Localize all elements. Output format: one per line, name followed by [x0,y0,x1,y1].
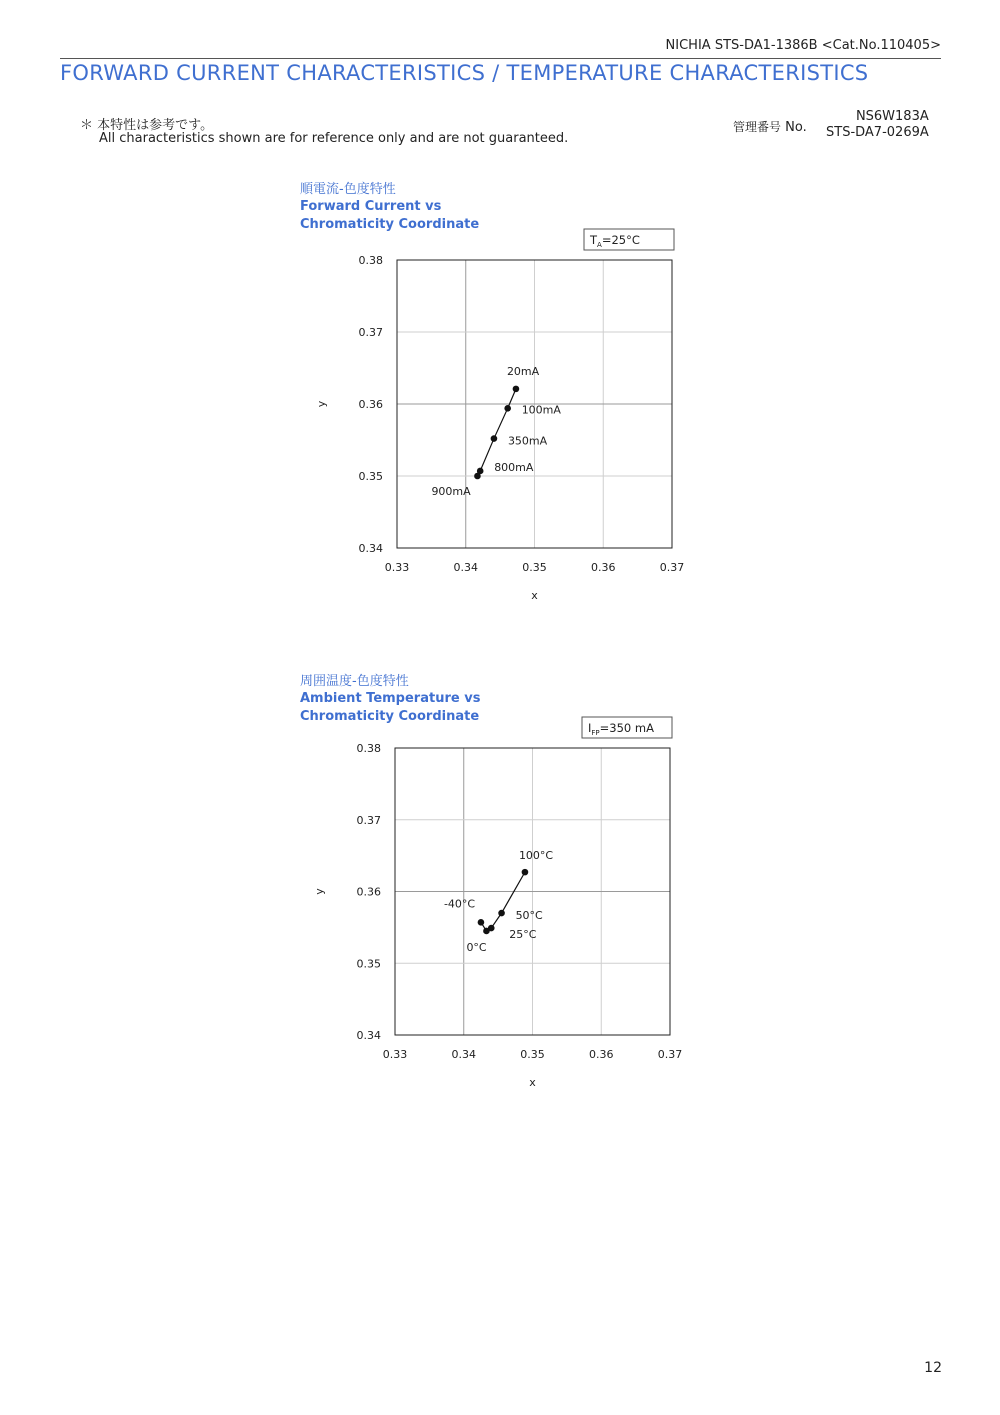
y-tick-label: 0.36 [358,398,383,411]
reference-note-en: All characteristics shown are for reference only and are not guaranteed. [99,131,569,146]
chart-title-line-1: Forward Current vs [300,199,442,214]
data-point-label: 100°C [518,849,554,863]
condition-label: $T_A=25^\circ C$ [590,233,640,249]
management-number-label-jp: 管理番号 [733,120,782,134]
x-tick-label: 0.37 [659,561,685,574]
chart-plot-ambient-temperature [300,708,720,1098]
y-tick-label: 0.35 [358,470,383,483]
chart-title-line-2: Chromaticity Coordinate [300,709,480,724]
management-code-model: NS6W183A [855,109,929,124]
y-tick-label: 0.37 [358,326,383,339]
management-code-spec: STS-DA7-0269A [826,125,929,140]
reference-note-jp: ＊ 本特性は参考です。 [80,118,214,133]
data-point-label: 900mA [431,485,471,498]
data-point [483,928,490,935]
y-axis-label: y [315,400,328,408]
data-point-label: 350mA [507,434,548,448]
y-tick-label: 0.38 [356,742,381,755]
y-axis-label: y [313,888,326,895]
data-point-label: -40°C [443,897,476,911]
series-line [481,872,525,931]
x-tick-label: 0.36 [591,561,616,574]
data-point-label: 50°C [515,909,543,923]
data-point [478,919,485,926]
data-point-label: 800mA [494,460,534,474]
management-number-label [733,118,807,135]
x-axis-label: x [531,589,538,602]
page-title: FORWARD CURRENT CHARACTERISTICS / TEMPERATURE CHARACTERISTICS [60,61,869,85]
document-reference: NICHIA STS-DA1-1386B <Cat.No.110405> [665,38,941,53]
x-tick-label: 0.33 [384,561,410,574]
y-tick-label: 0.38 [358,254,383,267]
data-point [498,910,505,917]
chart-title-line-2: Chromaticity Coordinate [300,217,480,232]
data-point [522,869,529,876]
x-tick-label: 0.37 [657,1048,683,1061]
chart-title-line-1: Ambient Temperature vs [300,691,481,706]
data-point [491,435,498,442]
header-rule [60,58,941,59]
x-axis-label: x [529,1076,536,1089]
data-point-label: 25°C [509,928,537,942]
data-point [474,473,481,480]
y-tick-label: 0.37 [356,813,381,827]
management-number-codes [826,109,929,141]
data-point [504,405,511,412]
x-tick-label: 0.34 [451,1048,476,1061]
y-tick-label: 0.36 [356,885,381,899]
data-point-label: 20mA [506,364,540,378]
x-tick-label: 0.36 [589,1048,614,1061]
condition-label: $I_{FP}=350$ mA [588,721,654,737]
x-tick-label: 0.35 [520,1048,545,1061]
y-tick-label: 0.35 [356,957,381,971]
data-point-label: 0°C [466,940,487,954]
x-tick-label: 0.35 [522,561,547,574]
y-tick-label: 0.34 [358,542,383,555]
x-tick-label: 0.34 [453,561,478,574]
page-number: 12 [924,1360,942,1376]
data-point [513,386,520,393]
x-tick-label: 0.33 [382,1048,408,1061]
chart-title-jp: 順電流-色度特性 [300,182,396,197]
management-number-label-no: No. [785,120,807,135]
chart-title-jp: 周囲温度-色度特性 [300,674,409,689]
y-tick-label: 0.34 [356,1029,381,1042]
data-point-label: 100mA [521,403,561,417]
chart-plot-forward-current [300,225,720,615]
